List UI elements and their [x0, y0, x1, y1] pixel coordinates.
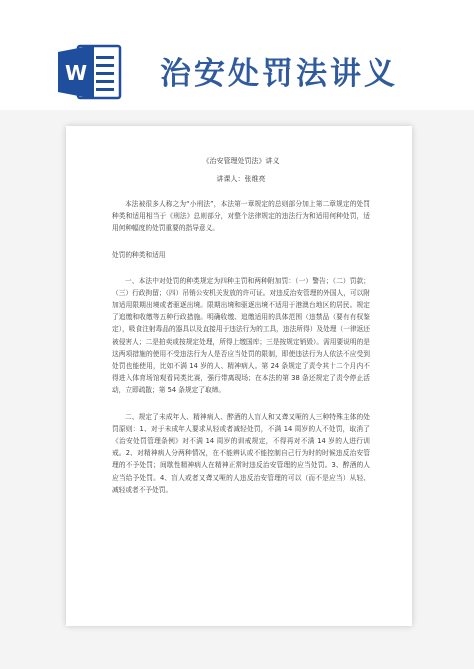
section-heading: 处罚的种类和适用: [112, 250, 166, 259]
section-two-paragraph: 二、规定了未成年人、精神病人、醉酒的人盲人和又聋又哑的人三种特殊主体的处罚原则：1、对于未成年人要求从轻或者减轻处罚，不满 14 周岁的人不处罚，取消了《治安处罚管理条例》对不满 14 周岁的训戒规定，不得再对不满 14 岁的人进行训戒。2、对精神病人分两种情况，在不能辨认或不能控制自己行为时的时候违反治安管理的不予处罚；间歇性精神病人在精神正常时违反治安管理的应当处罚。3、醉酒的人应当给予处罚。4、盲人或者又聋又哑的人违反治安管理的可以（而不是应当）从轻、减轻或者不予处罚。: [112, 412, 370, 494]
document-body: [112, 156, 370, 496]
document-page: [66, 126, 412, 626]
document-title: 《治安管理处罚法》讲义: [202, 157, 280, 165]
intro-paragraph: 本法被很多人称之为“小刑法”，本法第一章规定的总则部分加上第二章规定的处罚种类和适用相当于《刑法》总则部分，对整个法律规定的违法行为和适用何种处罚，适用何种幅度的处罚重要的指导意义。: [112, 200, 370, 233]
word-document-icon: [56, 42, 122, 102]
section-one-paragraph: 一、本法中对处罚的种类规定为四种主罚和两种附加罚：（一）警告；（二）罚款；（三）行政拘留；（四）吊销公安机关发放的许可证。对违反治安管理的外国人，可以附加适用限期出境或者驱逐出境。限期出境和驱逐出境不适用于港澳台地区的居民。规定了追缴和收缴等五种行政措施。明确收缴、追缴适用的具体范围（违禁品（要有有权鉴定），吸食注射毒品的器具以及直接用于违法行为的工具，违法所得）及处理（一律返还被侵害人；二是拍卖或按规定处理，所得上缴国库；三是按规定销毁）。需用要说明的是这两项措施的使用不受违法行为人是否应当处罚的限制，即使违法行为人依法不应受到处罚也能使用，比如不满 14 岁的人、精神病人。第 24 条规定了责令其十二个月内不得进入体育场馆观看同类比赛，强行带离现场；在本法的第 38 条还规定了责令停止活动，立即疏散；第 54 条规定了取缔。: [112, 276, 370, 395]
banner: [0, 0, 474, 110]
document-lecturer: 讲课人：张维亮: [216, 175, 266, 183]
banner-title: 治安处罚法讲义: [160, 56, 398, 92]
svg-text:W: W: [64, 61, 88, 85]
